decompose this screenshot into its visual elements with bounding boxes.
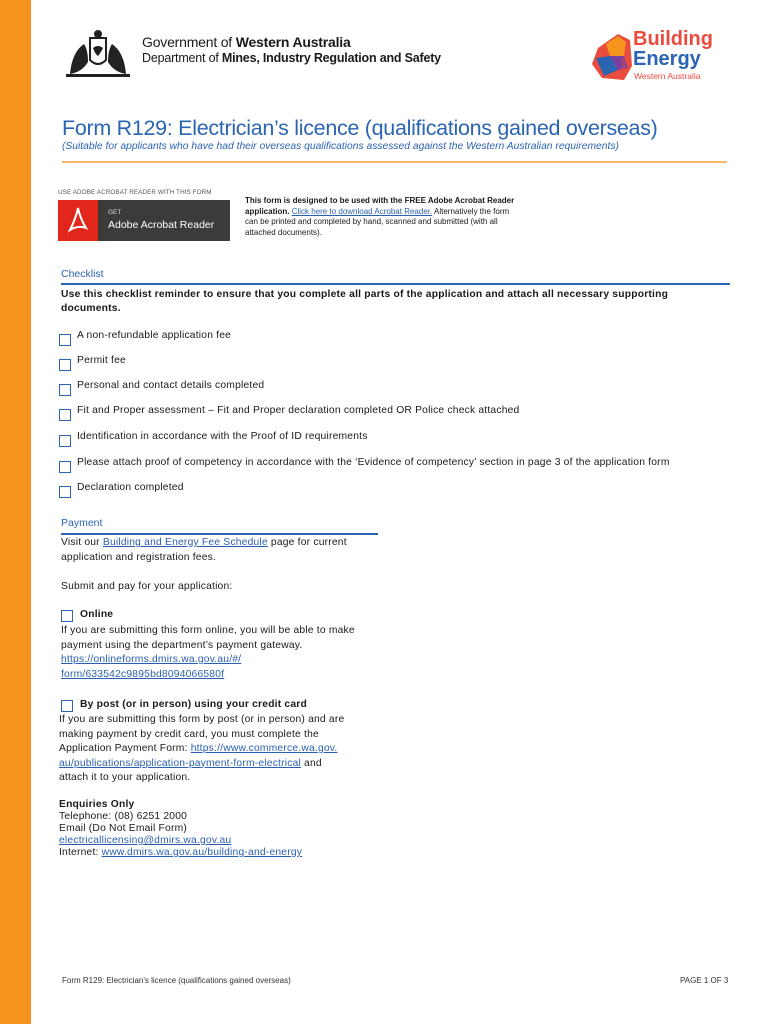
checklist-item: Please attach proof of competency in accordance with the ‘Evidence of competency’ section in page 3 of the application form	[77, 457, 670, 468]
online-form-link[interactable]: https://onlineforms.dmirs.wa.gov.au/#/ form/633542c9895bd8094066580f	[61, 654, 242, 680]
download-acrobat-link[interactable]: Click here to download Acrobat Reader.	[291, 206, 433, 216]
acrobat-rest-text: Alternatively the form can be printed and completed by hand, scanned and submitted (with all attached documents).	[245, 206, 510, 237]
building-and-energy-logo	[588, 26, 738, 88]
enquiries-email-label: Email (Do Not Email Form)	[59, 823, 188, 834]
checklist-intro: Use this checklist reminder to ensure that you complete all parts of the application and attach all necessary supporting documents.	[61, 289, 669, 314]
government-name: Government of Western Australia	[142, 34, 351, 50]
checklist-item: Identification in accordance with the Proof of ID requirements	[77, 431, 368, 442]
acrobat-instructions	[245, 196, 515, 238]
checklist-checkbox-identification[interactable]	[59, 435, 71, 447]
acrobat-label: USE ADOBE ACROBAT READER WITH THIS FORM	[58, 189, 212, 196]
checklist-checkbox-proof-of-competency[interactable]	[59, 461, 71, 473]
online-payment-text: If you are submitting this form online, you will be able to make payment using the department’s payment gateway. https://onlineforms.dmirs.wa.gov.au/#/ form/633542c9895bd8094066580f	[61, 625, 355, 680]
title-divider	[62, 161, 727, 163]
logo-building-text: Building	[633, 28, 713, 50]
submit-instruction: Submit and pay for your application:	[61, 581, 233, 592]
checklist-item: A non-refundable application fee	[77, 330, 232, 341]
checklist-item: Fit and Proper assessment – Fit and Proper declaration completed OR Police check attached	[77, 405, 520, 416]
post-payment-text: If you are submitting this form by post (or in person) and are making payment by credit card, you must complete the Application Payment Form: https://www.commerce.wa.gov. au/publications/application-payment-form-electrical and attach it to your application.	[59, 714, 345, 783]
enquiries-email-link[interactable]: electricallicensing@dmirs.wa.gov.au	[59, 835, 232, 846]
checklist-divider	[61, 283, 730, 285]
acrobat-get-text: GET	[108, 209, 122, 216]
post-payment-label: By post (or in person) using your credit card	[80, 699, 307, 710]
enquiries-internet-link[interactable]: www.dmirs.wa.gov.au/building-and-energy	[101, 847, 303, 858]
page-title: Form R129: Electrician’s licence (qualifications gained overseas)	[62, 116, 658, 140]
department-name: Department of Mines, Industry Regulation and Safety	[142, 51, 441, 65]
checklist-heading: Checklist	[61, 268, 104, 280]
logo-western-australia-text: Western Australia	[634, 71, 701, 81]
application-payment-form-link[interactable]: https://www.commerce.wa.gov. au/publications/application-payment-form-electrical	[59, 743, 338, 769]
footer-page-number: PAGE 1 OF 3	[680, 976, 729, 985]
checklist-checkbox-permit-fee[interactable]	[59, 359, 71, 371]
payment-divider	[61, 533, 378, 535]
post-payment-checkbox[interactable]	[61, 700, 73, 712]
enquiries-telephone: Telephone: (08) 6251 2000	[59, 811, 188, 822]
online-payment-label: Online	[80, 609, 114, 620]
logo-and-text: and	[621, 58, 628, 70]
acrobat-bold-text: This form is designed to be used with the FREE Adobe Acrobat Reader application.	[245, 196, 515, 216]
acrobat-name-text: Adobe Acrobat Reader	[108, 219, 215, 231]
wa-coat-of-arms-icon	[62, 28, 134, 80]
online-payment-checkbox[interactable]	[61, 610, 73, 622]
acrobat-pdf-icon	[58, 200, 98, 241]
checklist-checkbox-fit-and-proper[interactable]	[59, 409, 71, 421]
page-subtitle: (Suitable for applicants who have had their overseas qualifications assessed against the Western Australian requirements)	[62, 141, 619, 152]
footer-form-name: Form R129: Electrician's licence (qualifications gained overseas)	[62, 976, 291, 985]
checklist-checkbox-application-fee[interactable]	[59, 334, 71, 346]
enquiries-heading: Enquiries Only	[59, 799, 135, 810]
logo-energy-text: Energy	[633, 48, 701, 70]
get-acrobat-reader-button[interactable]	[58, 200, 230, 241]
orange-side-stripe	[0, 0, 31, 1024]
fee-schedule-paragraph: Visit our Building and Energy Fee Schedule page for current application and registration fees.	[61, 537, 347, 563]
checklist-checkbox-personal-details[interactable]	[59, 384, 71, 396]
fee-schedule-link[interactable]: Building and Energy Fee Schedule	[102, 537, 268, 548]
checklist-checkbox-declaration[interactable]	[59, 486, 71, 498]
checklist-item: Permit fee	[77, 355, 126, 366]
enquiries-block: Enquiries Only Telephone: (08) 6251 2000 Email (Do Not Email Form) electricallicensing@dmirs.wa.gov.au Internet: www.dmirs.wa.gov.au/building-and-energy	[59, 799, 303, 858]
checklist-item: Declaration completed	[77, 482, 184, 493]
payment-heading: Payment	[61, 517, 103, 529]
checklist-item: Personal and contact details completed	[77, 380, 265, 391]
